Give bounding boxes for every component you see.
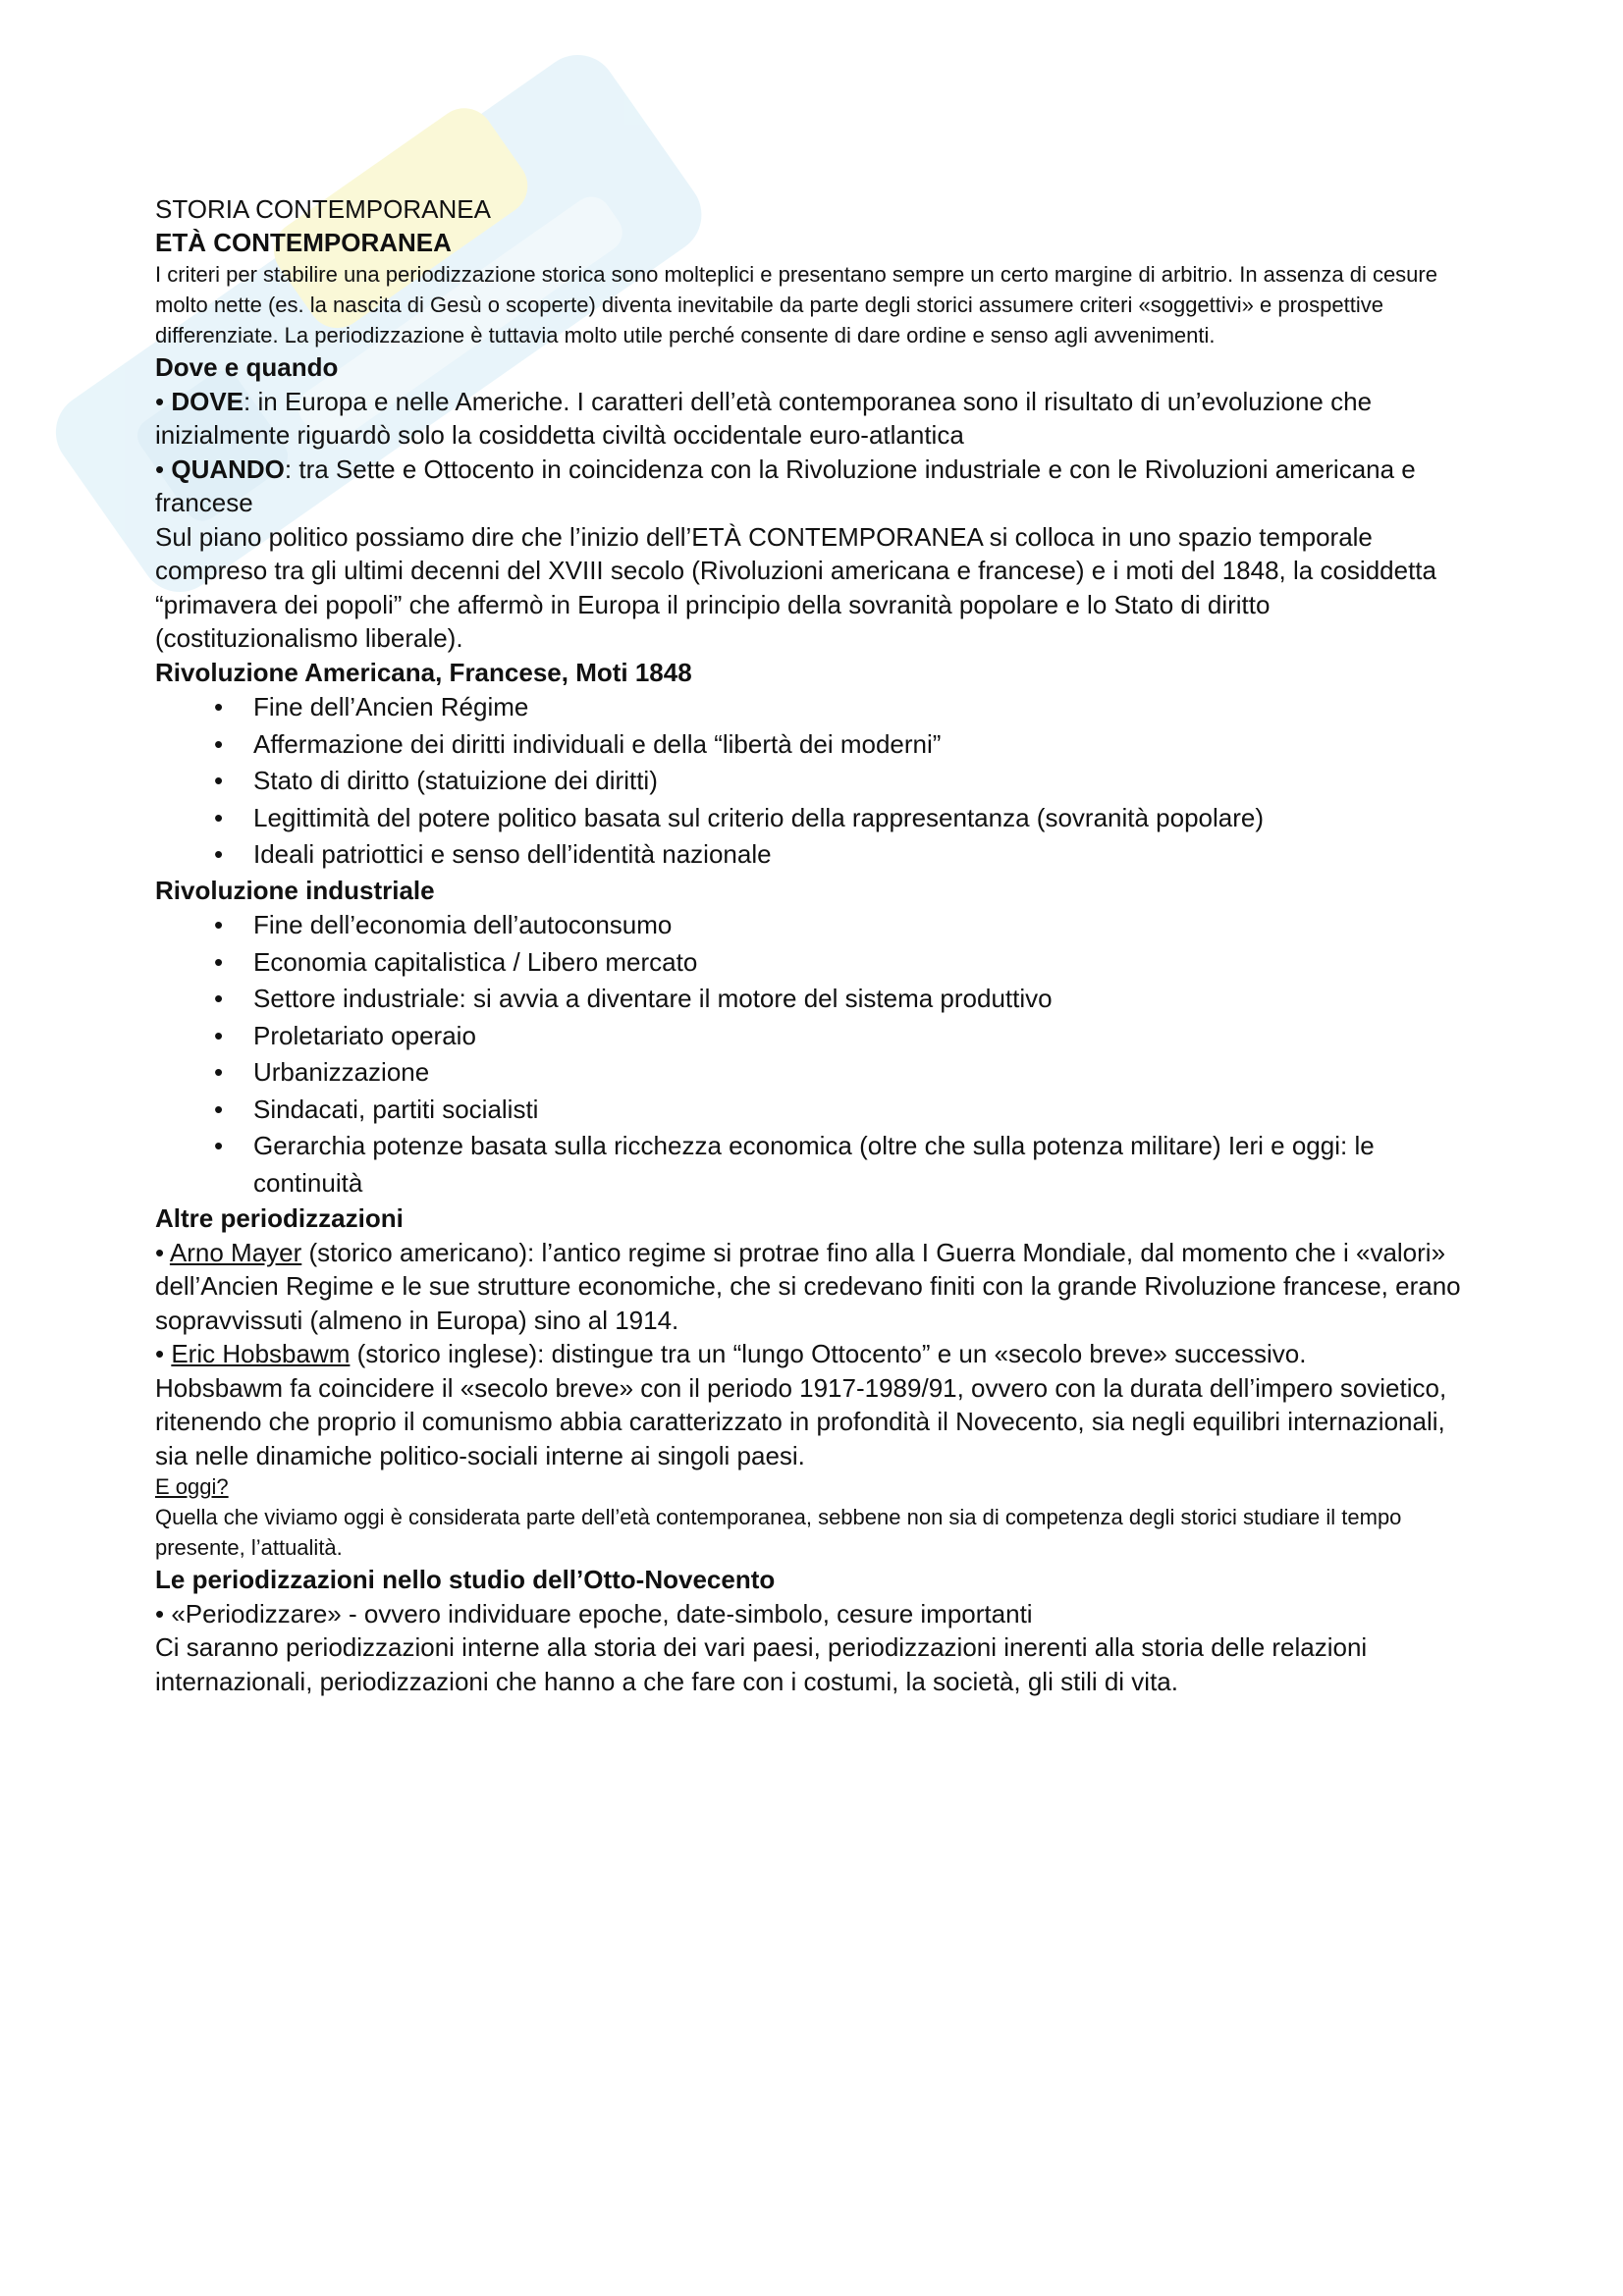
bullet-hobsbawm: •	[155, 1339, 165, 1368]
bullet-dot: •	[214, 766, 224, 795]
heading-dove-quando: Dove e quando	[155, 352, 339, 382]
hobsbawm-name: Eric Hobsbawm	[171, 1339, 351, 1368]
dove-paragraph	[155, 385, 1471, 453]
bullet-dove: •	[155, 386, 165, 416]
bullet-periodizzare: •	[155, 1598, 165, 1629]
mayer-name: Arno Mayer	[169, 1237, 302, 1267]
e-oggi-label: E oggi?	[155, 1474, 229, 1499]
bullet-dot: •	[214, 1020, 224, 1050]
periodizzare-paragraph	[155, 1597, 1471, 1631]
heading-altre-periodizzazioni: Altre periodizzazioni	[155, 1203, 404, 1233]
list-item: • Affermazione dei diritti individuali e della “libertà dei moderni”	[214, 726, 1471, 764]
quando-paragraph	[155, 453, 1471, 520]
list-item: • Fine dell’economia dell’autoconsumo	[214, 907, 1471, 944]
heading-otto-novecento: Le periodizzazioni nello studio dell’Otto-Novecento	[155, 1565, 776, 1594]
hobsbawm-detail-paragraph: Hobsbawm fa coincidere il «secolo breve» con il periodo 1917-1989/91, ovvero con la durata dell’impero sovietico, ritenendo che proprio il comunismo abbia caratterizzato in profondità il Novecento, sia negli equilibri internazionali, sia nelle dinamiche politico-sociali interne ai singoli paesi.	[155, 1372, 1447, 1470]
list-item: • Fine dell’Ancien Régime	[214, 689, 1471, 726]
section-title-eta-contemporanea: ETÀ CONTEMPORANEA	[155, 228, 452, 257]
bullet-quando: •	[155, 454, 165, 484]
list-item: • Ideali patriottici e senso dell’identità nazionale	[214, 836, 1471, 874]
dove-label: DOVE	[171, 386, 244, 416]
mayer-text: (storico americano): l’antico regime si protrae fino alla I Guerra Mondiale, dal momento che i «valori» dell’Ancien Regime e le sue strutture economiche, che si credevano finiti con la grande Rivoluzione francese, erano sopravvissuti (almeno in Europa) sino al 1914.	[155, 1237, 1461, 1335]
bullet-dot: •	[214, 1057, 224, 1087]
dove-text: : in Europa e nelle Americhe. I caratteri dell’età contemporanea sono il risultato di un’evoluzione che inizialmente riguardò solo la cosiddetta civiltà occidentale euro-atlantica	[155, 386, 1373, 450]
bullet-dot: •	[214, 984, 224, 1013]
heading-rivoluzione-americana: Rivoluzione Americana, Francese, Moti 1848	[155, 657, 692, 687]
bullet-dot: •	[214, 1094, 224, 1124]
document-title: STORIA CONTEMPORANEA	[155, 194, 491, 224]
quando-text: : tra Sette e Ottocento in coincidenza con la Rivoluzione industriale e con le Rivoluzioni americana e francese	[155, 454, 1416, 517]
list-item: • Settore industriale: si avvia a diventare il motore del sistema produttivo	[214, 981, 1471, 1018]
hobsbawm-text: (storico inglese): distingue tra un “lungo Ottocento” e un «secolo breve» successivo.	[350, 1339, 1307, 1368]
bullet-dot: •	[214, 692, 224, 721]
e-oggi-paragraph: Quella che viviamo oggi è considerata parte dell’età contemporanea, sebbene non sia di competenza degli storici studiare il tempo presente, l’attualità.	[155, 1505, 1402, 1560]
bullet-dot: •	[214, 946, 224, 977]
list-rivoluzione-americana	[155, 689, 1471, 874]
hobsbawm-paragraph	[155, 1337, 1471, 1371]
list-item: • Legittimità del potere politico basata sul criterio della rappresentanza (sovranità popolare)	[214, 800, 1471, 837]
quando-label: QUANDO	[171, 454, 285, 484]
political-paragraph: Sul piano politico possiamo dire che l’inizio dell’ETÀ CONTEMPORANEA si colloca in uno spazio temporale compreso tra gli ultimi decenni del XVIII secolo (Rivoluzioni americana e francese) e i moti del 1848, la cosiddetta “primavera dei popoli” che affermò in Europa il principio della sovranità popolare e lo Stato di diritto (costituzionalismo liberale).	[155, 521, 1436, 653]
document-page	[155, 192, 1471, 1698]
heading-rivoluzione-industriale: Rivoluzione industriale	[155, 875, 435, 905]
bullet-dot: •	[214, 728, 224, 759]
bullet-mayer: •	[155, 1237, 165, 1267]
list-item: • Urbanizzazione	[214, 1054, 1471, 1092]
list-item: • Proletariato operaio	[214, 1018, 1471, 1055]
list-item: • Stato di diritto (statuizione dei diritti)	[214, 763, 1471, 800]
mayer-paragraph	[155, 1236, 1471, 1338]
periodizzare-text: «Periodizzare» - ovvero individuare epoche, date-simbolo, cesure importanti	[164, 1598, 1033, 1629]
bullet-dot: •	[214, 910, 224, 939]
list-item: • Economia capitalistica / Libero mercato	[214, 944, 1471, 982]
bullet-dot: •	[214, 802, 224, 832]
list-item: • Gerarchia potenze basata sulla ricchezza economica (oltre che sulla potenza militare) Ieri e oggi: le continuità	[214, 1128, 1471, 1201]
bullet-dot: •	[214, 839, 224, 869]
list-rivoluzione-industriale	[155, 907, 1471, 1201]
intro-paragraph: I criteri per stabilire una periodizzazione storica sono molteplici e presentano sempre un certo margine di arbitrio. In assenza di cesure molto nette (es. la nascita di Gesù o scoperte) diventa inevitabile da parte degli storici assumere criteri «soggettivi» e prospettive differenziate. La periodizzazione è tuttavia molto utile perché consente di dare ordine e senso agli avvenimenti.	[155, 262, 1437, 347]
closing-paragraph: Ci saranno periodizzazioni interne alla storia dei vari paesi, periodizzazioni inerenti alla storia delle relazioni internazionali, periodizzazioni che hanno a che fare con i costumi, la società, gli stili di vita.	[155, 1632, 1368, 1696]
bullet-dot: •	[214, 1131, 224, 1160]
list-item: • Sindacati, partiti socialisti	[214, 1092, 1471, 1129]
